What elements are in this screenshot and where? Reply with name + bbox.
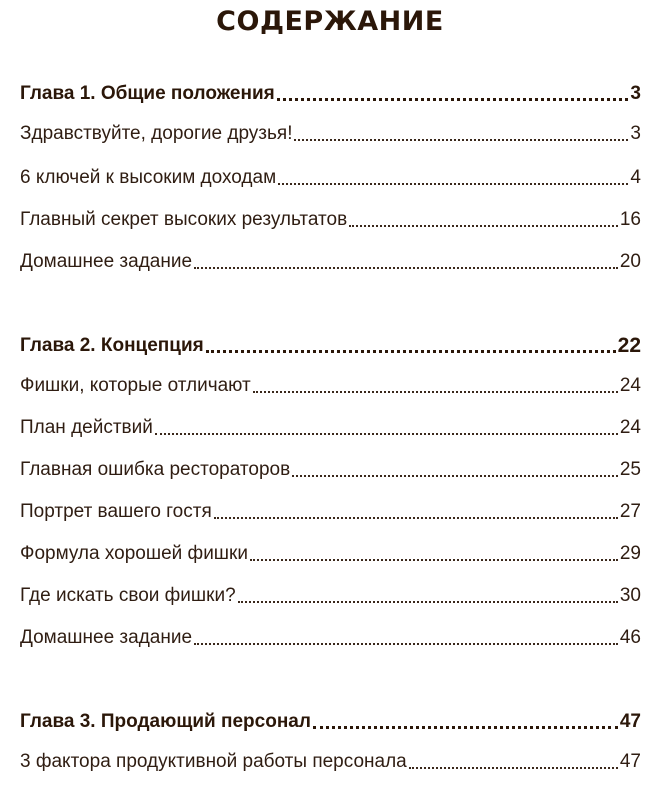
toc-page-number: 46	[619, 627, 641, 648]
toc-page-number: 20	[619, 251, 641, 272]
toc-page-number: 16	[619, 209, 641, 230]
dot-leader	[194, 266, 618, 269]
toc-entry[interactable]	[20, 162, 641, 190]
toc-entry[interactable]	[20, 580, 641, 608]
toc-entry[interactable]	[20, 622, 641, 650]
toc-page-number: 24	[619, 375, 641, 396]
toc-page-number: 4	[630, 167, 641, 188]
dot-leader	[277, 97, 629, 101]
toc-page-number: 27	[619, 501, 641, 522]
toc-entry-label: Глава 3. Продающий персонал	[20, 711, 311, 732]
toc-entry[interactable]	[20, 246, 641, 274]
toc-entry[interactable]	[20, 118, 641, 146]
toc-entry-label: Домашнее задание	[20, 627, 193, 648]
toc-page-number: 29	[619, 543, 641, 564]
dot-leader	[349, 224, 618, 227]
dot-leader	[206, 349, 616, 353]
toc-page-number: 25	[619, 459, 641, 480]
dot-leader	[155, 432, 618, 435]
toc-page-number: 3	[630, 123, 641, 144]
dot-leader	[313, 725, 618, 729]
toc-page-number: 22	[617, 334, 641, 357]
toc-entry[interactable]	[20, 204, 641, 232]
toc-entry-label: Домашнее задание	[20, 251, 193, 272]
toc-entry[interactable]	[20, 746, 641, 774]
toc-entry-label: Главная ошибка рестораторов	[20, 459, 291, 480]
toc-page-number: 24	[619, 417, 641, 438]
toc-entry[interactable]	[20, 538, 641, 566]
toc-entry-label: Глава 2. Концепция	[20, 335, 204, 356]
toc-page-number: 3	[630, 83, 641, 104]
toc-entry[interactable]	[20, 496, 641, 524]
toc-entry-label: 3 фактора продуктивной работы персонала	[20, 751, 407, 772]
toc-chapter-2[interactable]	[20, 330, 641, 358]
toc-page-number: 47	[619, 751, 641, 772]
toc-entry[interactable]	[20, 412, 641, 440]
toc-chapter-3[interactable]	[20, 706, 641, 734]
dot-leader	[250, 558, 618, 561]
dot-leader	[292, 474, 618, 477]
toc-chapter-1[interactable]	[20, 78, 641, 106]
toc-entry-label: Здравствуйте, дорогие друзья!	[20, 123, 293, 144]
toc-entry-label: 6 ключей к высоким доходам	[20, 167, 277, 188]
dot-leader	[294, 138, 628, 141]
toc-entry-label: Портрет вашего гостя	[20, 501, 212, 522]
dot-leader	[214, 516, 618, 519]
dot-leader	[194, 642, 618, 645]
dot-leader	[409, 766, 618, 769]
toc-page-number: 47	[619, 711, 641, 732]
toc-entry-label: Фишки, которые отличают	[20, 375, 251, 396]
page-title: СОДЕРЖАНИЕ	[216, 6, 444, 37]
toc-entry[interactable]	[20, 370, 641, 398]
dot-leader	[278, 182, 628, 185]
toc-entry-label: Главный секрет высоких результатов	[20, 209, 348, 230]
toc-page-number: 30	[619, 585, 641, 606]
toc-entry-label: План действий	[20, 417, 153, 438]
toc-entry-label: Глава 1. Общие положения	[20, 83, 275, 104]
dot-leader	[238, 600, 618, 603]
toc-entry[interactable]	[20, 454, 641, 482]
toc-entry-label: Формула хорошей фишки	[20, 543, 248, 564]
toc-entry-label: Где искать свои фишки?	[20, 585, 236, 606]
dot-leader	[253, 390, 618, 393]
